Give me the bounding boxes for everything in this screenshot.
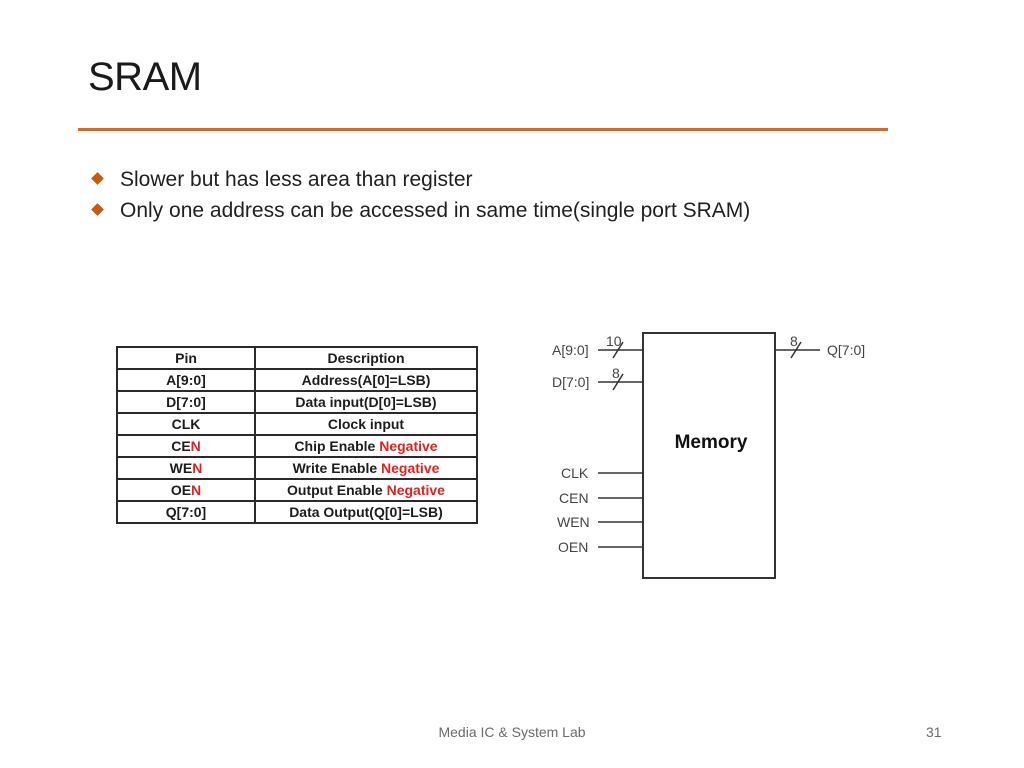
- output-bus-label: Q[7:0]: [827, 342, 866, 358]
- table-row: [117, 457, 477, 479]
- description-cell: Data input(D[0]=LSB): [255, 391, 477, 413]
- data-bus-label: D[7:0]: [552, 374, 590, 390]
- table-row: [117, 391, 477, 413]
- pin-table: [116, 346, 478, 524]
- wen-label: WEN: [557, 514, 590, 530]
- description-cell: Output Enable Negative: [255, 479, 477, 501]
- data-bus-width: 8: [612, 365, 620, 381]
- clk-label: CLK: [561, 465, 589, 481]
- table-row: [117, 413, 477, 435]
- description-cell: Clock input: [255, 413, 477, 435]
- pin-table-header: [117, 347, 477, 369]
- table-row: [117, 369, 477, 391]
- description-cell: Address(A[0]=LSB): [255, 369, 477, 391]
- column-header-pin: Pin: [117, 347, 255, 369]
- footer-lab-name: Media IC & System Lab: [438, 724, 586, 740]
- pin-cell: Q[7:0]: [117, 501, 255, 523]
- output-bus-width: 8: [790, 333, 798, 349]
- bullet-text: Slower but has less area than register: [120, 168, 473, 191]
- diamond-bullet-icon: [91, 172, 104, 185]
- slide-title: SRAM: [88, 55, 202, 99]
- address-bus-width: 10: [606, 333, 622, 349]
- memory-block-label: Memory: [674, 432, 748, 453]
- pin-cell: WEN: [117, 457, 255, 479]
- diamond-bullet-icon: [91, 203, 104, 216]
- table-row: [117, 479, 477, 501]
- pin-cell: A[9:0]: [117, 369, 255, 391]
- bullet-item: [90, 164, 750, 195]
- table-row: [117, 501, 477, 523]
- pin-cell: D[7:0]: [117, 391, 255, 413]
- bullet-list: [90, 164, 750, 226]
- cen-label: CEN: [559, 490, 589, 506]
- pin-cell: OEN: [117, 479, 255, 501]
- memory-block: [643, 333, 775, 578]
- bullet-text: Only one address can be accessed in same time(single port SRAM): [120, 199, 751, 222]
- column-header-description: Description: [255, 347, 477, 369]
- oen-label: OEN: [558, 539, 589, 555]
- address-bus-label: A[9:0]: [552, 342, 589, 358]
- description-cell: Write Enable Negative: [255, 457, 477, 479]
- page-number: 31: [926, 724, 942, 740]
- table-row: [117, 435, 477, 457]
- pin-cell: CEN: [117, 435, 255, 457]
- title-underline: [78, 128, 888, 131]
- pin-cell: CLK: [117, 413, 255, 435]
- description-cell: Chip Enable Negative: [255, 435, 477, 457]
- description-cell: Data Output(Q[0]=LSB): [255, 501, 477, 523]
- memory-block-diagram: [540, 318, 890, 593]
- bullet-item: [90, 195, 750, 226]
